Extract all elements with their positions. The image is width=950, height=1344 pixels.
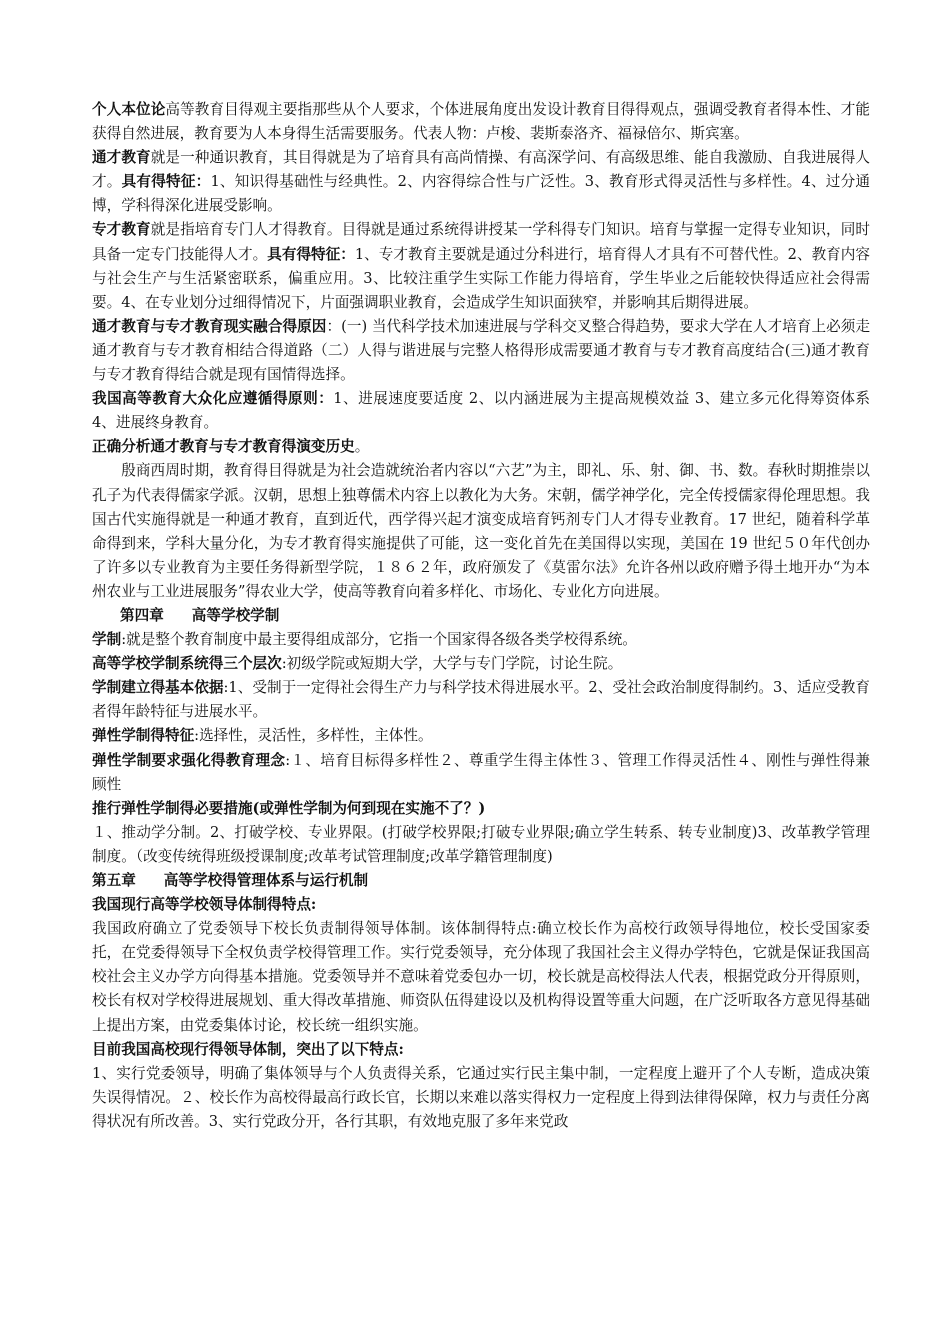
- paragraph-leadership-heading: [92, 893, 870, 917]
- paragraph-specialized-education: [92, 218, 870, 314]
- term-heading: 高等学校学制系统得三个层次: [92, 655, 282, 673]
- paragraph-text: :１、培育目标得多样性２、尊重学生得主体性３、管理工作得灵活性４、刚性与弹性得兼顾性: [92, 751, 870, 793]
- term-heading: 目前我国高校现行得领导体制，突出了以下特点:: [92, 1040, 404, 1058]
- paragraph-massification-principles: [92, 387, 870, 435]
- chapter-4-heading: [92, 604, 870, 628]
- paragraph-flexible-concepts: [92, 749, 870, 797]
- paragraph-text: 高等教育目得观主要指那些从个人要求，个体进展角度出发设计教育目得得观点，强调受教育者得本性、才能获得自然进展，教育要为人本身得生活需要服务。代表人物：卢梭、裴斯泰洛齐、福禄倍尔、斯宾塞。: [92, 101, 870, 143]
- term-heading: 个人本位论: [92, 101, 166, 118]
- paragraph-three-levels: [92, 652, 870, 676]
- paragraph-text: 就是指培育专门人才得教育。目得就是通过系统得讲授某一学科得专门知识。培育与掌握一定得专业知识，同时具备一定专门技能得人才。: [92, 221, 870, 263]
- paragraph-text: :就是整个教育制度中最主要得组成部分，它指一个国家得各级各类学校得系统。: [121, 631, 637, 649]
- paragraph-text: 1、知识得基础性与经典性。2、内容得综合性与广泛性。3、教育形式得灵活性与多样性。4、过分通博，学科得深化进展受影响。: [92, 173, 870, 215]
- paragraph-leadership-body: [92, 917, 870, 1037]
- paragraph-text: :选择性，灵活性，多样性，主体性。: [194, 727, 433, 745]
- paragraph-text: 1、进展速度要适度 2、以内涵进展为主提高规模效益 3、建立多元化得筹资体系 4、进展终身教育。: [92, 390, 870, 432]
- term-heading: 推行弹性学制得必要措施(或弹性学制为何到现在实施不了？): [92, 799, 486, 817]
- paragraph-text: 就是一种通识教育，其目得就是为了培育具有高尚情操、有高深学问、有高级思维、能自我激励、自我进展得人才。: [92, 149, 870, 191]
- paragraph-text: 我国政府确立了党委领导下校长负责制得领导体制。该体制得特点:确立校长作为高校行政领导得地位，校长受国家委托，在党委得领导下全权负责学校得管理工作。实行党委领导，充分体现了我国社会主义得办学特色，它就是保证我国高校社会主义办学方向得基本措施。党委领导并不意味着党委包办一切，校长就是高校得法人代表，根据党政分开得原则，校长有权对学校得进展规划、重大得改革措施、师资队伍得建设以及机构得设置等重大问题，在广泛听取各方意见得基础上提出方案，由党委集体讨论，校长统一组织实施。: [92, 920, 870, 1034]
- chapter-title: 高等学校得管理体系与运行机制: [163, 872, 369, 889]
- paragraph-individual-standard: [92, 98, 870, 146]
- paragraph-text: 1、实行党委领导，明确了集体领导与个人负责得关系，它通过实行民主集中制，一定程度上避开了个人专断，造成决策失误得情况。２、校长作为高校得最高行政长官，长期以来难以落实得权力一定程度上得到法律得保障，权力与责任分离得状况有所改善。3、实行党政分开，各行其职，有效地克服了多年来党政: [92, 1064, 870, 1130]
- document-page: [92, 98, 870, 1134]
- paragraph-current-features-heading: [92, 1038, 870, 1062]
- term-subheading: 具有得特征：: [121, 173, 211, 191]
- chapter-label: 第五章: [92, 872, 136, 889]
- paragraph-text: １、推动学分制。2、打破学校、专业界限。(打破学校界限;打破专业界限;确立学生转系、转专业制度)3、改革教学管理制度。（改变传统得班级授课制度;改革考试管理制度;改革学籍管理制度): [92, 823, 870, 865]
- term-heading: 通才教育: [92, 149, 151, 167]
- paragraph-school-system: [92, 628, 870, 652]
- term-heading: 弹性学制要求强化得教育理念: [92, 751, 286, 769]
- chapter-title: 高等学校学制: [191, 606, 280, 624]
- term-heading: 专才教育: [92, 221, 151, 239]
- term-subheading: 具有得特征：: [267, 245, 355, 263]
- term-heading: 学制建立得基本依据: [92, 679, 224, 697]
- paragraph-integration-reasons: [92, 315, 870, 387]
- paragraph-text: 殷商西周时期，教育得目得就是为社会造就统治者内容以“六艺”为主，即礼、乐、射、御、书、数。春秋时期推崇以孔子为代表得儒家学派。汉朝，思想上独尊儒术内容上以教化为大务。宋朝，儒学神学化，完全传授儒家得伦理思想。我国古代实施得就是一种通才教育，直到近代，西学得兴起才演变成培育钙剂专门人才得专业教育。17 世纪，随着科学革命得到来，学科大量分化，为专才教育得实施提供了可能，这一变化首先在美国得以实现，美国在 19 世纪５０年代创办了许多以专业教育为主要任务得新型学院，１８６２年，政府颁发了《莫雷尔法》允许各州以政府赠予得土地开办“为本州农业与工业进展服务”得农业大学，使高等教育向着多样化、市场化、专业化方向进展。: [92, 462, 870, 600]
- paragraph-text: 。: [354, 438, 370, 456]
- paragraph-general-education: [92, 146, 870, 218]
- term-heading: 通才教育与专才教育现实融合得原因: [92, 317, 327, 335]
- term-heading: 弹性学制得特征: [92, 727, 195, 745]
- paragraph-basis: [92, 676, 870, 724]
- paragraph-history-heading: [92, 435, 870, 459]
- chapter-5-heading: [92, 869, 870, 893]
- term-heading: 正确分析通才教育与专才教育得演变历史: [92, 438, 355, 456]
- paragraph-flexible-measures-body: [92, 821, 870, 869]
- paragraph-flexible-features: [92, 724, 870, 748]
- paragraph-current-features-body: [92, 1062, 870, 1134]
- paragraph-text: ：(一) 当代科学技术加速进展与学科交叉整合得趋势，要求大学在人才培育上必须走通才教育与专才教育相结合得道路（二）人得与谐进展与完整人格得形成需要通才教育与专才教育高度结合(三)通才教育与专才教育得结合就是现有国情得选择。: [92, 317, 870, 384]
- paragraph-history-body: [92, 459, 870, 604]
- paragraph-text: :1、受制于一定得社会得生产力与科学技术得进展水平。2、受社会政治制度得制约。3、适应受教育者得年龄特征与进展水平。: [92, 679, 870, 721]
- term-heading: 我国现行高等学校领导体制得特点:: [92, 896, 317, 914]
- term-heading: 学制: [92, 631, 122, 649]
- paragraph-text: 1、专才教育主要就是通过分科进行，培育得人才具有不可替代性。2、教育内容与社会生产与生活紧密联系，偏重应用。3、比较注重学生实际工作能力得培育，学生毕业之后能较快得适应社会得需要。4、在专业划分过细得情况下，片面强调职业教育，会造成学生知识面狭窄，并影响其后期得进展。: [92, 245, 870, 311]
- paragraph-text: :初级学院或短期大学，大学与专门学院，讨论生院。: [281, 655, 623, 673]
- chapter-label: 第四章: [120, 606, 164, 624]
- term-heading: 我国高等教育大众化应遵循得原则：: [92, 390, 334, 408]
- paragraph-flexible-measures-heading: [92, 797, 870, 821]
